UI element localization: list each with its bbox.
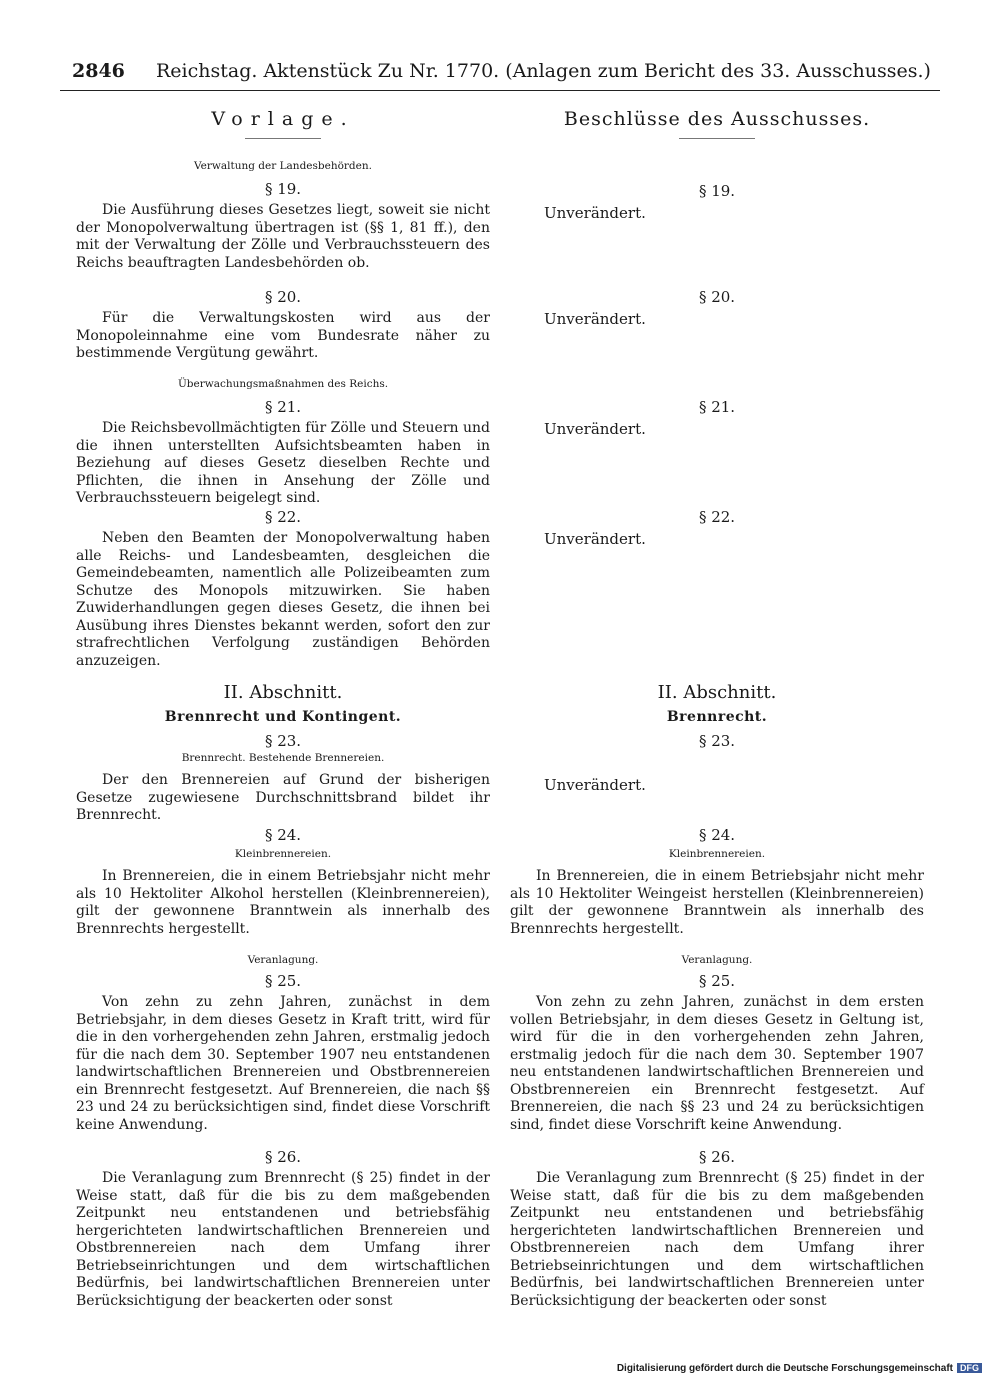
paragraph-25: Von zehn zu zehn Jahren, zunächst in dem ersten vollen Betriebsjahr, in dem dieses Gesetz in Geltung ist, wird für die in den vorhergehenden zehn Jahren, erstmalig jedoch für die nach dem 30. September 1907 neu entstandenen landwirtschaftlichen Brennereien und Obstbrennereien ein Brennrecht festgesetzt. Auf Brennereien, die nach §§ 23 und 24 zu berücksichtigen sind, findet diese Vorschrift keine Anwendung.: [510, 994, 924, 1133]
section-23: § 23.: [698, 732, 736, 750]
page-number: 2846: [72, 60, 125, 82]
unchanged-20: Unverändert.: [544, 310, 646, 328]
footer-credit: Digitalisierung gefördert durch die Deutsche Forschungsgemeinschaft: [616, 1363, 953, 1374]
unchanged-23: Unverändert.: [544, 776, 646, 794]
abschnitt-heading: II. Abschnitt.: [223, 682, 343, 703]
unchanged-19: Unverändert.: [544, 204, 646, 222]
paragraph-19: Die Ausführung dieses Gesetzes liegt, soweit sie nicht der Monopolverwaltung übertragen ist (§§ 1, 81 ff.), den mit der Verwaltung der Zölle und Verbrauchssteuern des Reichs beauftragten Landesbehörden ob.: [76, 202, 490, 271]
section-22: § 22.: [698, 508, 736, 526]
subheading-24: Kleinbrennereien.: [234, 848, 332, 860]
paragraph-24: In Brennereien, die in einem Betriebsjahr nicht mehr als 10 Hektoliter Alkohol herstellen (Kleinbrennereien), gilt der gewonnene Branntwein als innerhalb des Brennrechts hergestellt.: [76, 868, 490, 937]
running-title: Reichstag. Aktenstück Zu Nr. 1770. (Anlagen zum Bericht des 33. Ausschusses.): [156, 60, 931, 82]
paragraph-25: Von zehn zu zehn Jahren, zunächst in dem Betriebsjahr, in dem dieses Gesetz in Kraft tritt, wird für die in den vorhergehenden zehn Jahren, erstmalig jedoch für die nach dem 30. September 1907 neu entstandenen landwirtschaftlichen Brennereien und Obstbrennereien ein Brennrecht festgesetzt. Auf Brennereien, die nach §§ 23 und 24 zu berücksichtigen sind, findet diese Vorschrift keine Anwendung.: [76, 994, 490, 1133]
title-rule: [245, 138, 321, 139]
unchanged-21: Unverändert.: [544, 420, 646, 438]
paragraph-26: Die Veranlagung zum Brennrecht (§ 25) findet in der Weise statt, daß für die bis zu dem maßgebenden Zeitpunkt neu entstandenen und betriebsfähig hergerichteten landwirtschaftlichen Brennereien und Obstbrennereien nach dem Umfang ihrer Betriebseinrichtungen und dem wirtschaftlichen Bedürfnis, bei landwirtschaftlichen Brennereien unter Berücksichtigung der beackerten oder sonst: [76, 1170, 490, 1309]
section-26: § 26.: [264, 1148, 302, 1166]
unchanged-22: Unverändert.: [544, 530, 646, 548]
subheading-verwaltung: Verwaltung der Landesbehörden.: [194, 160, 372, 172]
paragraph-22: Neben den Beamten der Monopolverwaltung haben alle Reichs- und Landesbeamten, desgleichen die Gemeindebeamten, namentlich alle Polizeibeamten zum Schutze des Monopols mitzuwirken. Sie haben Zuwiderhandlungen gegen dieses Gesetz, die ihnen bei Ausübung ihres Dienstes bekannt werden, sofort den zur strafrechtlichen Verfolgung zuständigen Behörden anzuzeigen.: [76, 530, 490, 669]
section-24: § 24.: [698, 826, 736, 844]
left-column-title: Vorlage.: [211, 108, 355, 130]
section-19: § 19.: [698, 182, 736, 200]
abschnitt-title: Brennrecht.: [666, 709, 768, 725]
section-25: § 25.: [264, 972, 302, 990]
paragraph-24: In Brennereien, die in einem Betriebsjahr nicht mehr als 10 Hektoliter Weingeist herstellen (Kleinbrennereien) gilt der gewonnene Branntwein als innerhalb des Brennrechts hergestellt.: [510, 868, 924, 937]
paragraph-21: Die Reichsbevollmächtigten für Zölle und Steuern und die ihnen unterstellten Aufsichtsbeamten haben in Beziehung auf dieses Gesetz dieselben Rechte und Pflichten, die ihnen in Ansehung der Zölle und Verbrauchssteuern beigelegt sind.: [76, 420, 490, 506]
section-25: § 25.: [698, 972, 736, 990]
subheading-25: Veranlagung.: [681, 954, 753, 966]
dfg-logo: DFG: [957, 1363, 982, 1373]
section-24: § 24.: [264, 826, 302, 844]
section-21: § 21.: [264, 398, 302, 416]
paragraph-26: Die Veranlagung zum Brennrecht (§ 25) findet in der Weise statt, daß für die bis zu dem maßgebenden Zeitpunkt neu entstandenen und betriebsfähig hergerichteten landwirtschaftlichen Brennereien und Obstbrennereien nach dem Umfang ihrer Betriebseinrichtungen und dem wirtschaftlichen Bedürfnis, bei landwirtschaftlichen Brennereien unter Berücksichtigung der beackerten oder sonst: [510, 1170, 924, 1309]
section-21: § 21.: [698, 398, 736, 416]
paragraph-20: Für die Verwaltungskosten wird aus der Monopoleinnahme eine vom Bundesrate näher zu bestimmende Vergütung gewährt.: [76, 310, 490, 361]
paragraph-23: Der den Brennereien auf Grund der bisherigen Gesetze zugewiesene Durchschnittsbrand bildet ihr Brennrecht.: [76, 772, 490, 823]
subheading-23: Brennrecht. Bestehende Brennereien.: [181, 752, 385, 764]
section-20: § 20.: [264, 288, 302, 306]
subheading-25: Veranlagung.: [247, 954, 319, 966]
section-22: § 22.: [264, 508, 302, 526]
abschnitt-title: Brennrecht und Kontingent.: [164, 709, 402, 725]
section-26: § 26.: [698, 1148, 736, 1166]
title-rule: [679, 138, 755, 139]
section-19: § 19.: [264, 180, 302, 198]
subheading-24: Kleinbrennereien.: [668, 848, 766, 860]
footer: [617, 1363, 982, 1374]
subheading-ueberwachung: Überwachungsmaßnahmen des Reichs.: [177, 378, 389, 390]
page-header: [60, 60, 940, 91]
section-23: § 23.: [264, 732, 302, 750]
abschnitt-heading: II. Abschnitt.: [657, 682, 777, 703]
right-column-title: Beschlüsse des Ausschusses.: [563, 108, 871, 130]
section-20: § 20.: [698, 288, 736, 306]
